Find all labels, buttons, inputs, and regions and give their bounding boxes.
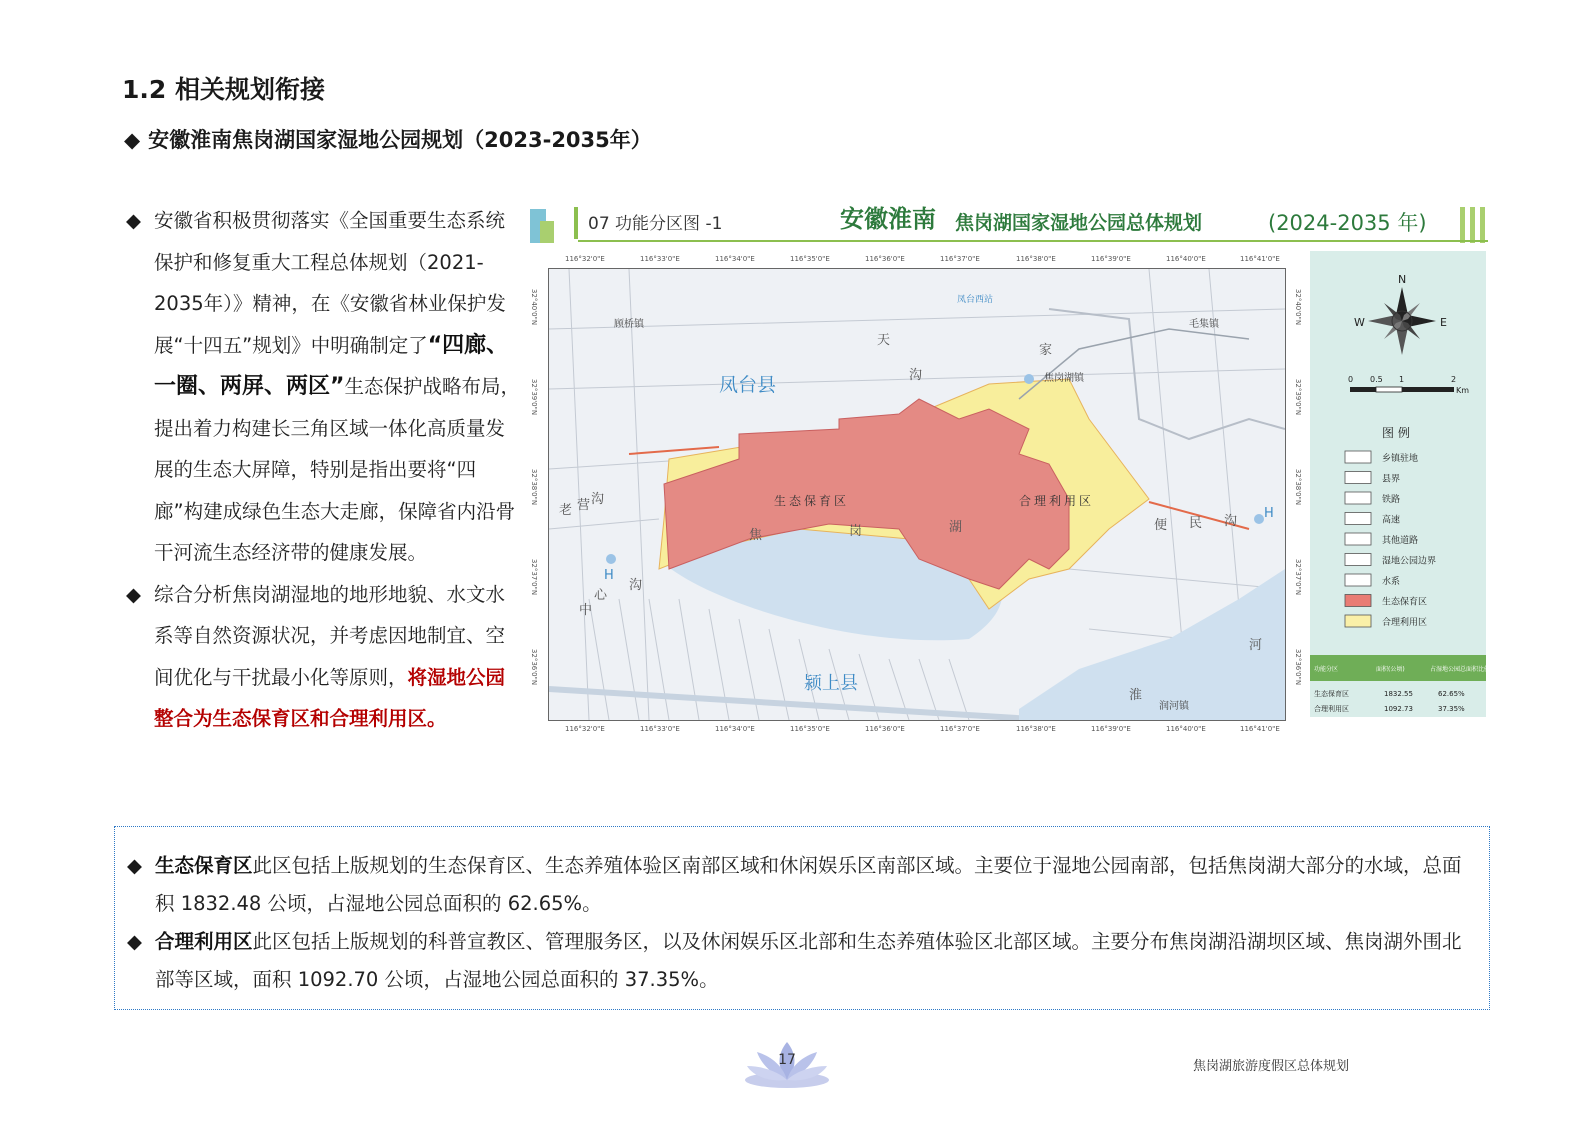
town-label-center: 焦岗湖镇	[1044, 373, 1084, 384]
bottom-tick-label: 116°32'0"E	[565, 725, 605, 733]
river-label-char: 淮	[1129, 688, 1143, 703]
header-deco-block	[540, 221, 554, 243]
paragraph-policy	[124, 200, 522, 574]
river-label-char: 便	[1154, 518, 1168, 533]
hydrology-marker-label: H	[604, 568, 614, 583]
table-cell: 生态保育区	[1314, 690, 1349, 698]
table-header-cell: 占湿地公园总面积比例	[1430, 666, 1486, 673]
lake-label-char: 岗	[849, 524, 863, 539]
table-cell: 62.65%	[1438, 690, 1465, 698]
legend-swatch	[1345, 451, 1371, 463]
legend-swatch	[1345, 595, 1371, 607]
left-tick-label: 32°39'0"N	[530, 378, 539, 416]
lake-label-char: 湖	[949, 520, 963, 535]
town-label-ne: 毛集镇	[1189, 319, 1219, 330]
legend-label: 生态保育区	[1382, 597, 1428, 608]
header-deco-bar	[574, 207, 578, 239]
compass-w: W	[1354, 316, 1365, 329]
zoning-emphasis: 将湿地公园整合为生态保育区和合理利用区。	[154, 665, 506, 730]
left-tick-label: 32°37'0"N	[530, 558, 539, 596]
header-deco-bar	[1480, 207, 1485, 243]
legend-swatch	[1345, 574, 1371, 586]
legend-label: 湿地公园边界	[1382, 556, 1437, 567]
river-label-char: 沟	[629, 578, 643, 593]
note-use	[127, 923, 1472, 999]
river-label-char: 河	[1249, 638, 1263, 653]
plan-heading-text: 安徽淮南焦岗湖国家湿地公园规划（2023-2035年）	[148, 128, 652, 152]
river-label-char: 老	[559, 503, 573, 518]
map-header-title: 安徽淮南	[840, 205, 936, 233]
map-header	[530, 193, 1488, 245]
zone-label-conservation: 生态保育区	[774, 494, 850, 508]
top-tick-label: 116°38'0"E	[1016, 255, 1056, 263]
compass-rose-icon	[1354, 273, 1447, 355]
left-tick-label: 32°38'0"N	[530, 468, 539, 506]
town-label-south: 润河镇	[1159, 701, 1189, 712]
legend-swatch	[1345, 533, 1371, 545]
river-label-char: 天	[877, 333, 891, 348]
top-tick-label: 116°33'0"E	[640, 255, 680, 263]
county-label-yingshang: 颍上县	[804, 673, 858, 694]
paragraph-text: 综合分析焦岗湖湿地的地形地貌、水文水系等自然资源状况，并考虑因地制宜、空间优化与干扰最小化等原则，	[154, 582, 506, 689]
legend-label: 铁路	[1382, 495, 1401, 505]
map-svg	[549, 269, 1285, 720]
diamond-bullet-icon: ◆	[126, 209, 141, 232]
paragraph-text: 安徽省积极贯彻落实《全国重要生态系统保护和修复重大工程总体规划（2021-2035年）》精神，在《安徽省林业保护发展“十四五”规划》中明确制定了	[154, 209, 506, 357]
table-header-cell: 功能分区	[1314, 666, 1339, 673]
river-label-char: 心	[594, 588, 608, 603]
legend-label: 乡镇驻地	[1382, 454, 1419, 464]
table-cell: 合理利用区	[1314, 705, 1349, 713]
table-cell: 37.35%	[1438, 705, 1465, 713]
top-tick-label: 116°37'0"E	[940, 255, 980, 263]
top-tick-label: 116°39'0"E	[1091, 255, 1131, 263]
top-tick-label: 116°34'0"E	[715, 255, 755, 263]
lake-label-char: 焦	[749, 528, 763, 543]
area-table	[1310, 655, 1486, 713]
paragraph-analysis	[124, 574, 522, 740]
river-label-char: 沟	[909, 368, 923, 383]
note-term: 生态保育区	[155, 854, 253, 877]
gate-marker	[1254, 514, 1264, 524]
diamond-bullet-icon: ◆	[127, 854, 142, 877]
table-cell: 1092.73	[1384, 705, 1413, 713]
river-label-char: 家	[1039, 343, 1053, 358]
table-header-cell: 面积(公顷)	[1376, 666, 1405, 673]
river-label-char: 沟	[591, 492, 605, 507]
strategy-emphasis: “四廊、一圈、两屏、两区”	[154, 332, 509, 399]
top-tick-label: 116°41'0"E	[1240, 255, 1280, 263]
legend-swatch	[1345, 554, 1371, 566]
top-tick-label: 116°32'0"E	[565, 255, 605, 263]
table-cell: 1832.55	[1384, 690, 1413, 698]
right-tick-label: 32°37'0"N	[1294, 558, 1303, 596]
note-conservation	[127, 847, 1472, 923]
legend-items	[1345, 451, 1436, 628]
header-deco-bar	[1470, 207, 1475, 243]
map-header-label: 07 功能分区图 -1	[588, 214, 723, 234]
svg-text:0: 0	[1348, 375, 1354, 384]
river-label-char: 沟	[1224, 514, 1238, 529]
bottom-tick-label: 116°35'0"E	[790, 725, 830, 733]
bottom-tick-label: 116°33'0"E	[640, 725, 680, 733]
svg-text:Km: Km	[1456, 386, 1470, 395]
note-text: 此区包括上版规划的科普宣教区、管理服务区，以及休闲娱乐区北部和生态养殖体验区北部区域。主要分布焦岗湖沿湖坝区域、焦岗湖外围北部等区域，面积 1092.70 公顷，占湿地公园总面积的 37.35%。	[155, 930, 1462, 991]
header-deco-bar	[1460, 207, 1465, 243]
legend-title: 图 例	[1382, 426, 1410, 440]
bottom-tick-label: 116°41'0"E	[1240, 725, 1280, 733]
bottom-tick-label: 116°34'0"E	[715, 725, 755, 733]
legend-label: 水系	[1382, 577, 1401, 587]
compass-e: E	[1440, 316, 1447, 329]
diamond-bullet-icon: ◆	[127, 930, 142, 953]
legend-swatch	[1345, 492, 1371, 504]
diamond-bullet-icon: ◆	[126, 582, 141, 606]
footer-title: 焦岗湖旅游度假区总体规划	[1193, 1059, 1350, 1074]
bottom-tick-label: 116°38'0"E	[1016, 725, 1056, 733]
compass-n: N	[1398, 273, 1407, 286]
note-term: 合理利用区	[155, 930, 253, 953]
town-marker	[1024, 374, 1034, 384]
right-tick-label: 32°40'0"N	[1294, 288, 1303, 326]
section-title: 1.2 相关规划衔接	[122, 75, 325, 104]
legend-panel	[1310, 251, 1486, 717]
right-tick-label: 32°39'0"N	[1294, 378, 1303, 416]
paragraph-text: 生态保护战略布局，提出着力构建长三角区域一体化高质量发展的生态大屏障，特别是指出要将“四廊”构建成绿色生态大走廊，保障省内沿骨干河流生态经济带的健康发展。	[154, 375, 520, 564]
svg-text:0.5: 0.5	[1370, 375, 1383, 384]
river-label-char: 民	[1189, 516, 1203, 531]
map-header-subtitle: 焦岗湖国家湿地公园总体规划	[955, 212, 1203, 234]
zone-notes-box	[114, 826, 1490, 1010]
county-label-fengtai: 凤台县	[719, 374, 777, 396]
bottom-tick-label: 116°37'0"E	[940, 725, 980, 733]
legend-label: 高速	[1382, 515, 1401, 526]
svg-text:1: 1	[1399, 375, 1405, 384]
hydrology-marker-label: H	[1264, 506, 1274, 521]
station-label: 凤台西站	[957, 295, 994, 305]
legend-swatch	[1345, 472, 1371, 484]
town-label-nw: 顾桥镇	[614, 319, 644, 330]
map-header-years: (2024-2035 年)	[1268, 211, 1427, 235]
map-canvas	[548, 268, 1286, 721]
svg-text:2: 2	[1451, 375, 1457, 384]
left-tick-label: 32°40'0"N	[530, 288, 539, 326]
bottom-tick-label: 116°40'0"E	[1166, 725, 1206, 733]
river-label-char: 中	[579, 603, 593, 618]
legend-label: 县界	[1382, 474, 1401, 485]
top-tick-label: 116°35'0"E	[790, 255, 830, 263]
right-tick-label: 32°38'0"N	[1294, 468, 1303, 506]
left-description	[124, 200, 522, 740]
left-tick-label: 32°36'0"N	[530, 648, 539, 686]
bottom-tick-label: 116°39'0"E	[1091, 725, 1131, 733]
zone-label-use: 合理利用区	[1019, 494, 1095, 508]
legend-label: 其他道路	[1382, 536, 1419, 546]
river-label-char: 营	[577, 498, 591, 513]
page-number: 17	[778, 1052, 796, 1068]
legend-swatch	[1345, 513, 1371, 525]
scale-bar	[1348, 375, 1469, 395]
right-tick-label: 32°36'0"N	[1294, 648, 1303, 686]
note-text: 此区包括上版规划的生态保育区、生态养殖体验区南部区域和休闲娱乐区南部区域。主要位于湿地公园南部，包括焦岗湖大部分的水域，总面积 1832.48 公顷，占湿地公园总面积的 62.65%。	[155, 854, 1462, 915]
diamond-bullet-icon: ◆	[124, 128, 141, 152]
legend-label: 合理利用区	[1382, 618, 1428, 628]
top-tick-label: 116°36'0"E	[865, 255, 905, 263]
plan-heading	[124, 124, 652, 154]
zoning-map	[530, 193, 1488, 743]
station-marker	[606, 554, 616, 564]
top-tick-label: 116°40'0"E	[1166, 255, 1206, 263]
bottom-tick-label: 116°36'0"E	[865, 725, 905, 733]
legend-svg	[1310, 251, 1486, 717]
legend-swatch	[1345, 615, 1371, 627]
